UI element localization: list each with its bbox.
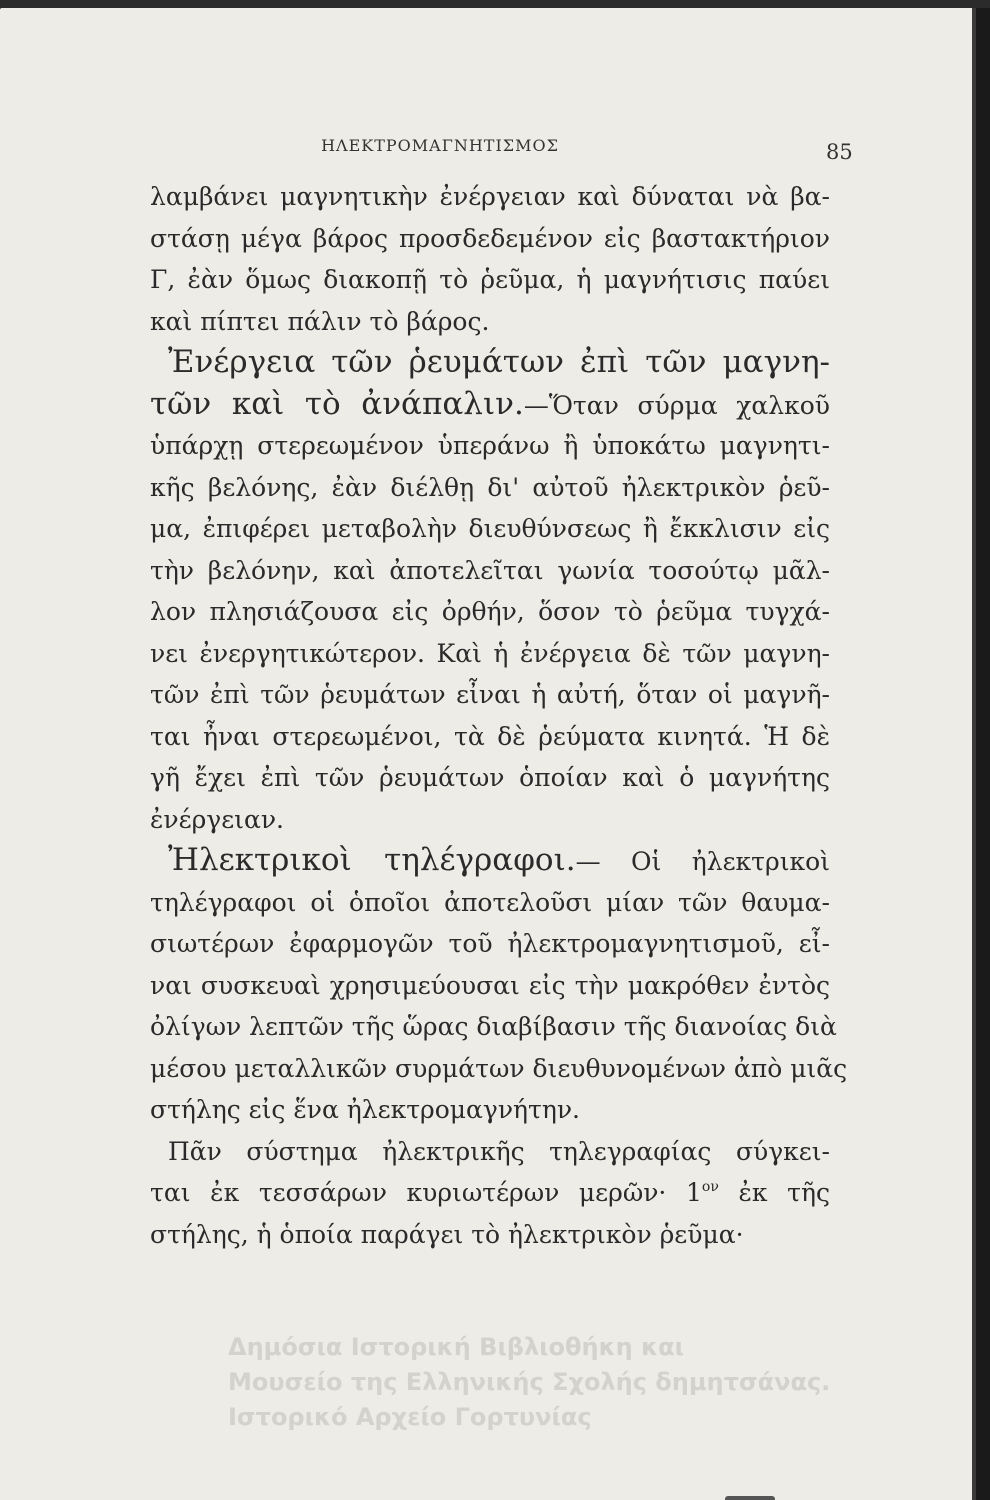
text-line: ὑπάρχῃ στερεωμένον ὑπεράνω ἢ ὑποκάτω μαγνητι- xyxy=(150,431,830,460)
text-line: γῆ ἔχει ἐπὶ τῶν ῥευμάτων ὁποίαν καὶ ὁ μαγνήτης xyxy=(150,763,830,792)
text-line: μέσου μεταλλικῶν συρμάτων διευθυνομένων ἀπὸ μιᾶς xyxy=(150,1053,848,1083)
text-line: στάσῃ μέγα βάρος προσδεδεμένον εἰς βαστακτήριον xyxy=(150,223,830,253)
paragraph-start: — Οἱ ἠλεκτρικοὶ xyxy=(575,847,830,876)
text-line: Πᾶν σύστημα ἠλεκτρικῆς τηλεγραφίας σύγκει- xyxy=(168,1136,830,1166)
library-watermark xyxy=(228,1330,948,1435)
text-line: ὀλίγων λεπτῶν τῆς ὥρας διαβίβασιν τῆς διανοίας διὰ xyxy=(150,1012,837,1041)
text-line: καὶ πίπτει πάλιν τὸ βάρος. xyxy=(150,306,490,336)
text-line: σιωτέρων ἐφαρμογῶν τοῦ ἠλεκτρομαγνητισμοῦ, εἶ- xyxy=(150,929,830,958)
text-line: λαμβάνει μαγνητικὴν ἐνέργειαν καὶ δύναται νὰ βα- xyxy=(150,182,830,211)
text-segment: ται ἐκ τεσσάρων κυριωτέρων μερῶν· xyxy=(150,1178,667,1207)
text-line: νει ἐνεργητικώτερον. Καὶ ἡ ἐνέργεια δὲ τῶν μαγνη- xyxy=(150,638,830,668)
watermark-line: Ιστορικό Αρχείο Γορτυνίας xyxy=(228,1403,592,1431)
text-line xyxy=(150,384,830,426)
section-heading-line xyxy=(150,342,830,384)
watermark-line: Μουσείο της Ελληνικής Σχολής δημητσάνας. xyxy=(228,1368,831,1396)
scan-top-edge xyxy=(0,0,990,8)
text-line: Γ, ἐὰν ὅμως διακοπῇ τὸ ῥεῦμα, ἡ μαγνήτισις παύει xyxy=(150,265,830,294)
text-line: τηλέγραφοι οἱ ὁποῖοι ἀποτελοῦσι μίαν τῶν θαυμα- xyxy=(150,887,830,917)
page-header xyxy=(0,136,972,166)
page-number: 85 xyxy=(826,140,853,164)
text-line: ναι συσκευαὶ χρησιμεύουσαι εἰς τὴν μακρόθεν ἐντὸς xyxy=(150,970,830,1000)
section-heading-cont: τῶν καὶ τὸ ἀνάπαλιν. xyxy=(150,385,524,422)
text-line: τὴν βελόνην, καὶ ἀποτελεῖται γωνία τοσούτῳ μᾶλ- xyxy=(150,555,830,585)
paragraph-start: —Ὅταν σύρμα χαλκοῦ xyxy=(523,390,830,420)
text-line: μα, ἐπιφέρει μεταβολὴν διευθύνσεως ἢ ἔκκλισιν εἰς xyxy=(150,514,830,543)
scan-smudge xyxy=(725,1496,775,1500)
body-text xyxy=(150,176,848,1255)
section-heading: Ἠλεκτρικοὶ τηλέγραφοι. xyxy=(168,842,576,878)
text-line: κῆς βελόνης, ἐὰν διέλθῃ δι' αὐτοῦ ἠλεκτρικὸν ῥεῦ- xyxy=(150,472,830,502)
text-segment: ἐκ τῆς xyxy=(738,1178,830,1207)
ordinal-suffix: ον xyxy=(701,1179,719,1195)
text-line: στήλης, ἡ ὁποία παράγει τὸ ἠλεκτρικὸν ῥεῦμα· xyxy=(150,1219,744,1249)
section-heading-line xyxy=(150,840,830,882)
text-line xyxy=(150,1172,830,1214)
text-line: ἐνέργειαν. xyxy=(150,804,284,834)
text-line: τῶν ἐπὶ τῶν ῥευμάτων εἶναι ἡ αὐτή, ὅταν οἱ μαγνῆ- xyxy=(150,680,830,709)
section-heading: Ἐνέργεια τῶν ῥευμάτων ἐπὶ τῶν μαγνη- xyxy=(168,344,830,380)
watermark-line: Δημόσια Ιστορική Βιβλιοθήκη και xyxy=(228,1333,684,1361)
text-line: στήλης εἰς ἕνα ἠλεκτρομαγνήτην. xyxy=(150,1095,580,1124)
book-page xyxy=(0,8,976,1500)
text-line: ται ἦναι στερεωμένοι, τὰ δὲ ῥεύματα κινητά. Ἡ δὲ xyxy=(150,721,830,751)
ordinal-number: 1 xyxy=(686,1178,702,1207)
running-title: ΗΛΕΚΤΡΟΜΑΓΝΗΤΙΣΜΟΣ xyxy=(321,136,559,155)
text-line: λον πλησιάζουσα εἰς ὀρθήν, ὅσον τὸ ῥεῦμα τυγχά- xyxy=(150,597,830,626)
